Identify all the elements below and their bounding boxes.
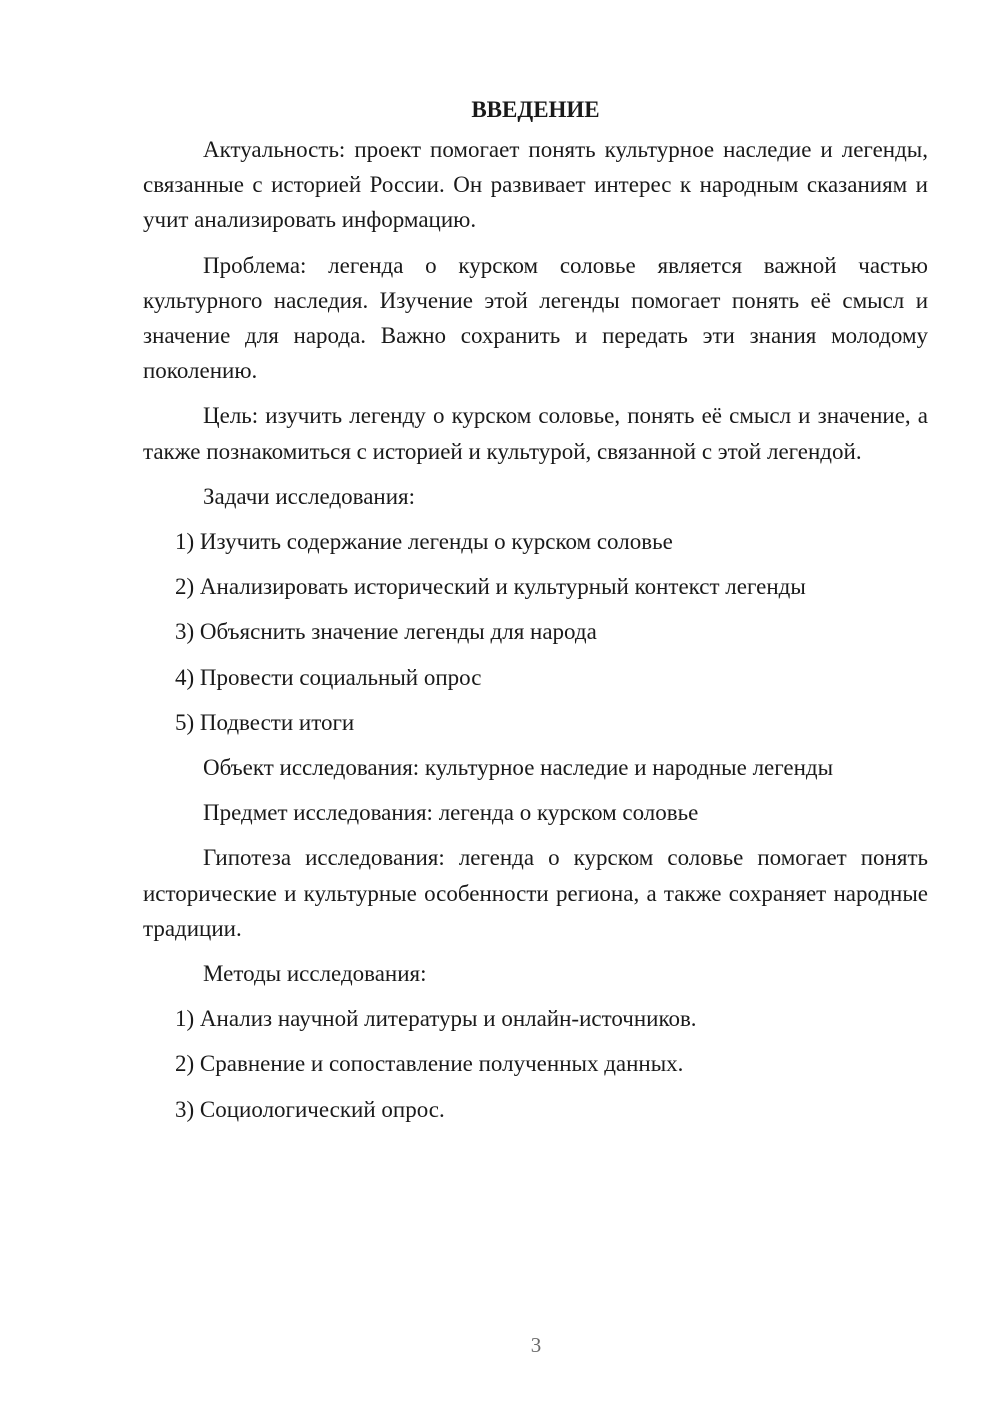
page-number: 3: [530, 1333, 542, 1357]
list-item: 5) Подвести итоги: [175, 709, 355, 735]
list-item: 1) Анализ научной литературы и онлайн-источников.: [175, 1006, 697, 1032]
methods-list: [143, 1001, 928, 1127]
object-line: Объект исследования: культурное наследие и народные легенды: [203, 755, 834, 781]
subject-line: Предмет исследования: легенда о курском соловье: [203, 800, 699, 826]
methods-heading: Методы исследования:: [203, 961, 427, 987]
list-item: 2) Сравнение и сопоставление полученных данных.: [175, 1051, 684, 1077]
tasks-list: [143, 524, 928, 740]
hypothesis-paragraph: Гипотеза исследования: легенда о курском соловье помогает понять исторические и культурные особенности региона, а также сохраняет народные традиции.: [143, 845, 928, 941]
list-item: 3) Объяснить значение легенды для народа: [175, 619, 597, 645]
page-title: ВВЕДЕНИЕ: [471, 97, 600, 122]
tasks-heading: Задачи исследования:: [203, 483, 416, 509]
problem-paragraph: Проблема: легенда о курском соловье является важной частью культурного наследия. Изучение этой легенды помогает понять её смысл и значение для народа. Важно сохранить и передать эти знания молодому поколению.: [143, 252, 928, 384]
list-item: 4) Провести социальный опрос: [175, 664, 482, 690]
page-content: [143, 92, 928, 1137]
list-item: 2) Анализировать исторический и культурный контекст легенды: [175, 574, 806, 600]
list-item: 3) Социологический опрос.: [175, 1096, 445, 1122]
goal-paragraph: Цель: изучить легенду о курском соловье, понять её смысл и значение, а также познакомиться с историей и культурой, связанной с этой легендой.: [143, 403, 928, 464]
list-item: 1) Изучить содержание легенды о курском соловье: [175, 529, 673, 555]
relevance-paragraph: Актуальность: проект помогает понять культурное наследие и легенды, связанные с историей России. Он развивает интерес к народным сказаниям и учит анализировать информацию.: [143, 137, 928, 233]
